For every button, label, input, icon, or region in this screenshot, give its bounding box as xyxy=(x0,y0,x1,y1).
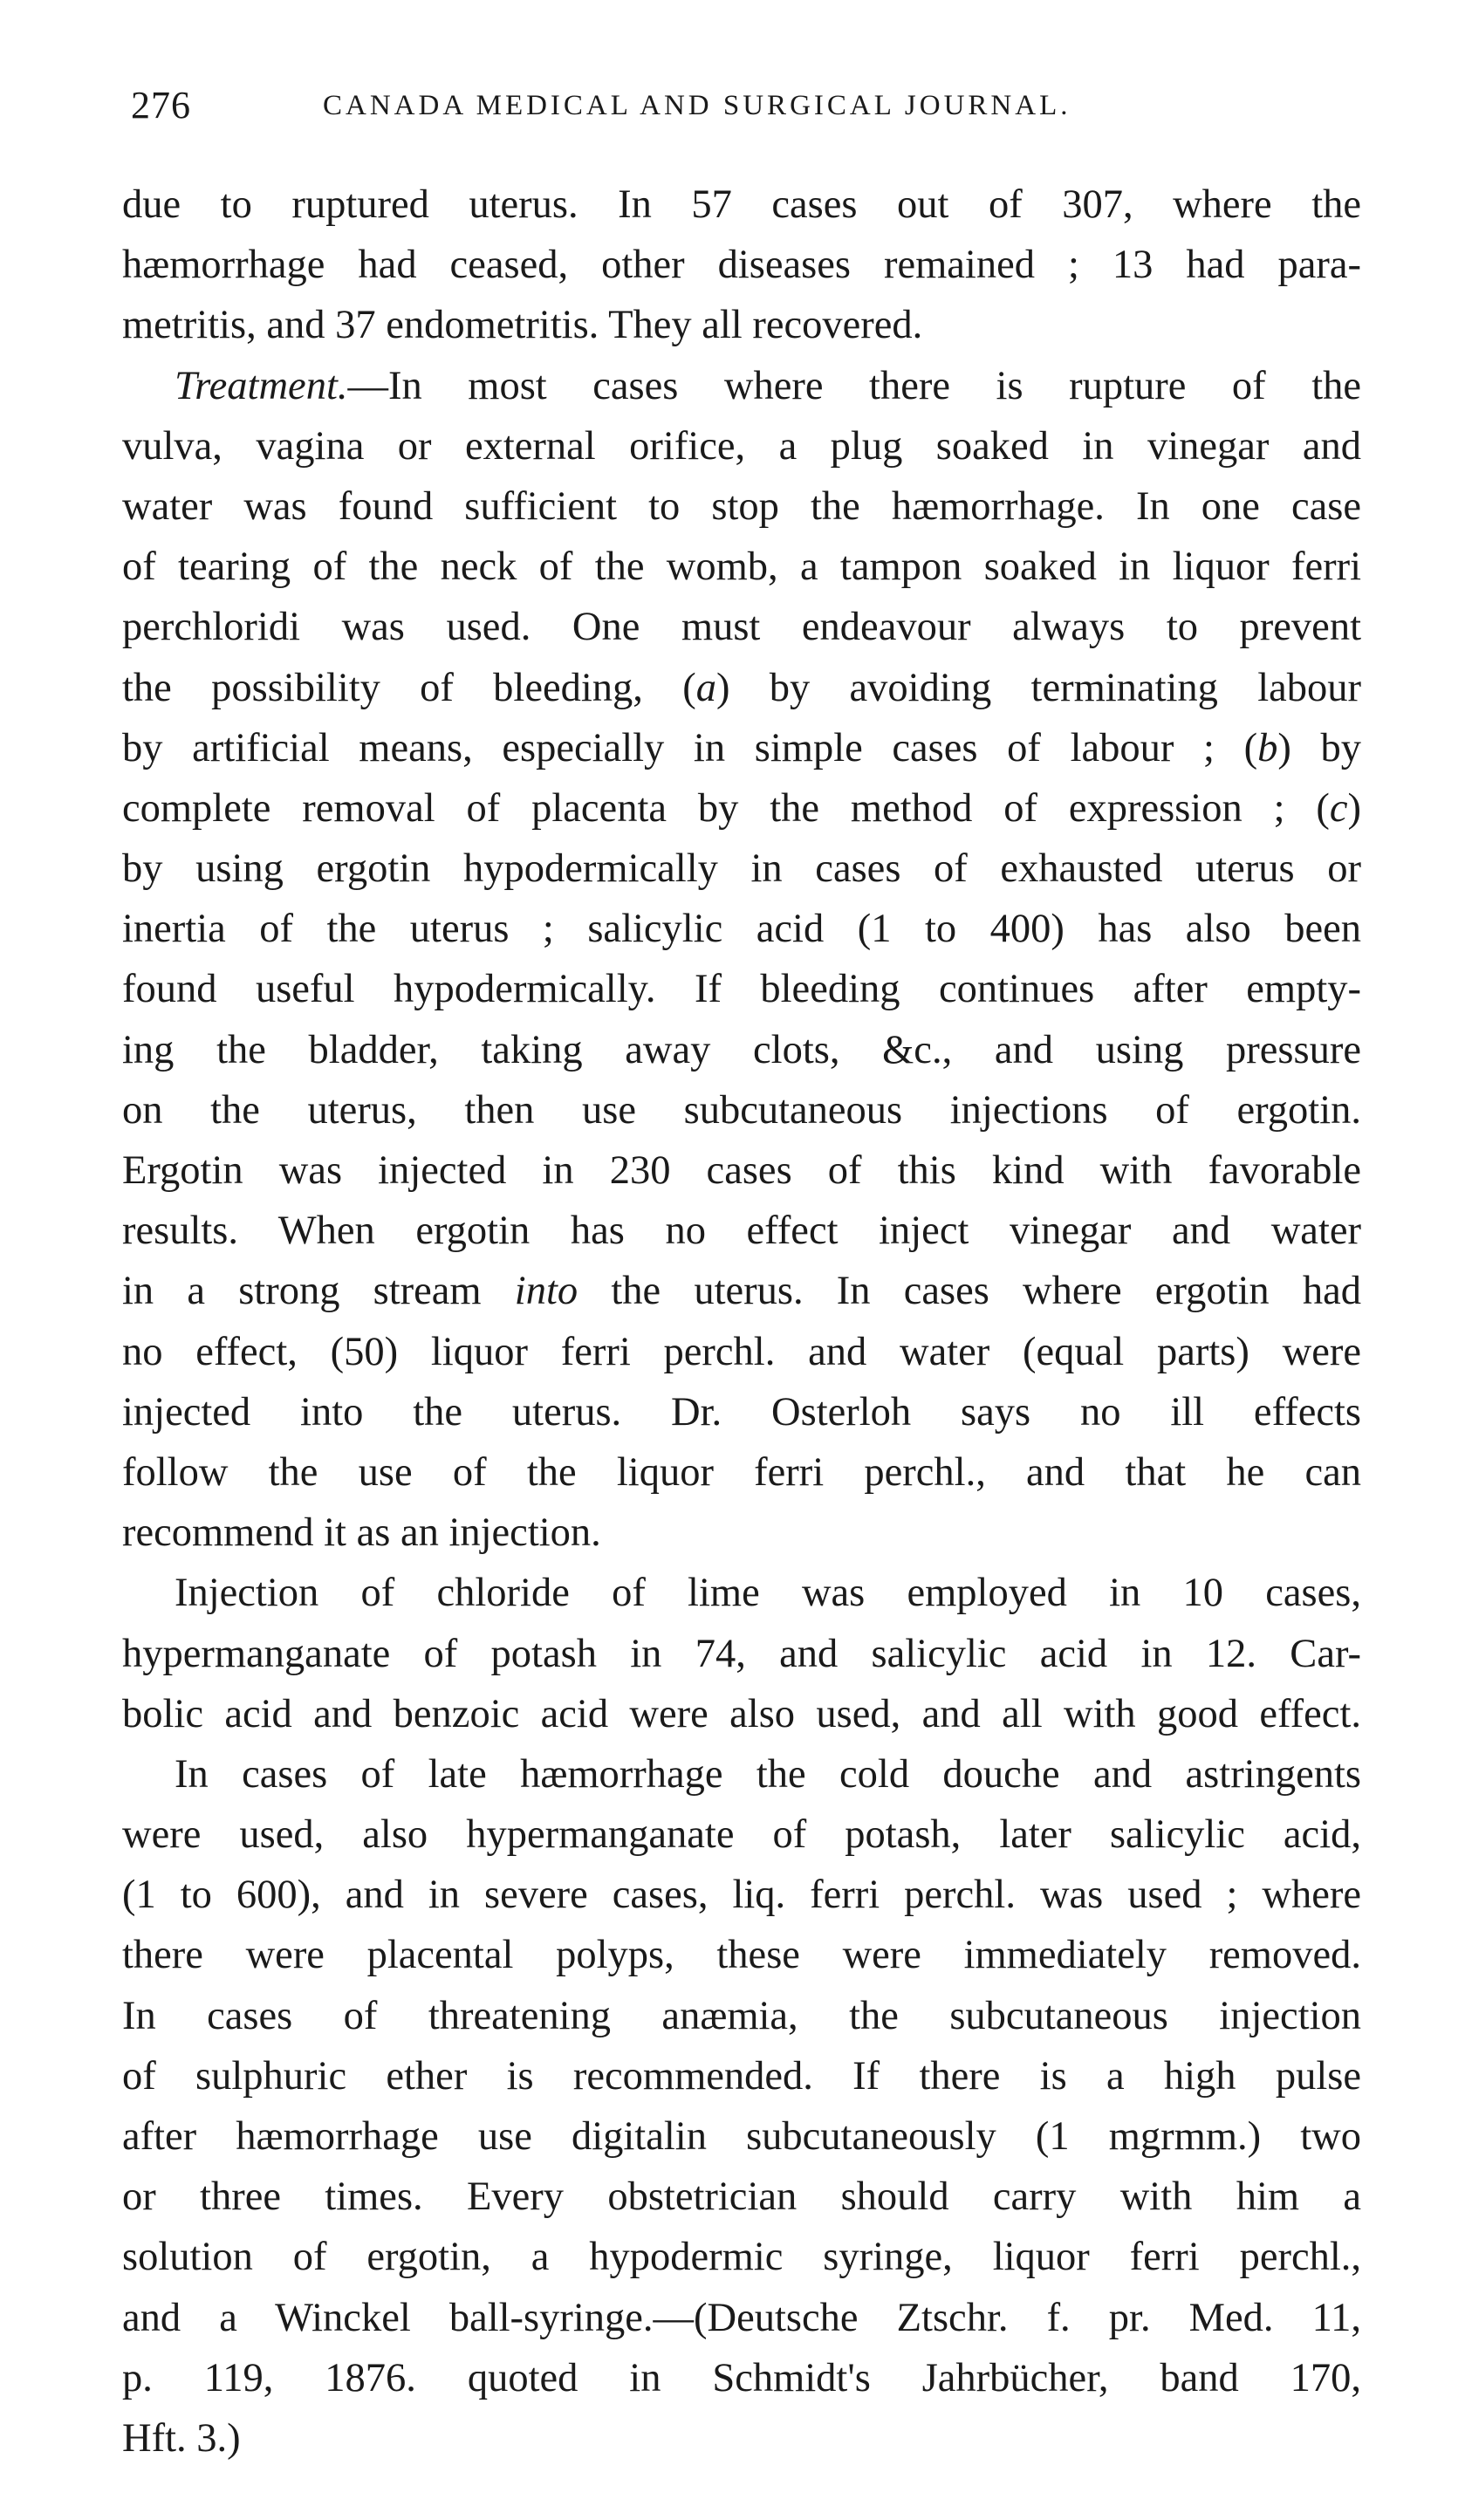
text-line: Injection of chloride of lime was employed in 10 cases, xyxy=(175,1571,1361,1616)
text-line: Ergotin was injected in 230 cases of this kind with favorable xyxy=(122,1148,1361,1193)
text-line: results. When ergotin has no effect inject vinegar and water xyxy=(122,1209,1361,1254)
text-line: in a strong stream into the uterus. In cases where ergotin had xyxy=(122,1269,1362,1314)
text-line: solution of ergotin, a hypodermic syringe, liquor ferri perchl., xyxy=(122,2235,1361,2280)
text-line: Hft. 3.) xyxy=(122,2415,241,2461)
text-line: on the uterus, then use subcutaneous injections of ergotin. xyxy=(122,1087,1361,1133)
page-number: 276 xyxy=(131,84,191,127)
text-line: metritis, and 37 endometritis. They all recovered. xyxy=(122,303,923,348)
running-head: CANADA MEDICAL AND SURGICAL JOURNAL. xyxy=(323,90,1071,121)
text-line: of sulphuric ether is recommended. If there is a high pulse xyxy=(122,2053,1361,2099)
text-line: by artificial means, especially in simple cases of labour ; (b) by xyxy=(122,725,1361,770)
text-line: injected into the uterus. Dr. Osterloh says no ill effects xyxy=(122,1389,1361,1435)
text-line: ing the bladder, taking away clots, &c., and using pressure xyxy=(122,1027,1361,1072)
text-line: or three times. Every obstetrician should carry with him a xyxy=(122,2174,1361,2220)
text-line: of tearing of the neck of the womb, a tampon soaked in liquor ferri xyxy=(122,544,1361,590)
text-line: In cases of late hæmorrhage the cold douche and astringents xyxy=(175,1751,1361,1797)
text-line: (1 to 600), and in severe cases, liq. ferri perchl. was used ; where xyxy=(122,1873,1361,1918)
italic-word: into xyxy=(514,1269,578,1314)
text-line: vulva, vagina or external orifice, a plug soaked in vinegar and xyxy=(122,423,1361,469)
text-line: and a Winckel ball-syringe.—(Deutsche Ztschr. f. pr. Med. 11, xyxy=(122,2295,1361,2340)
text-line: were used, also hypermanganate of potash, later salicylic acid, xyxy=(122,1812,1361,1858)
italic-word: a xyxy=(695,665,716,710)
text-line: Treatment.—In most cases where there is rupture of the xyxy=(175,363,1361,408)
text-line: due to ruptured uterus. In 57 cases out of 307, where the xyxy=(122,182,1361,227)
italic-word: c xyxy=(1329,785,1348,831)
text-line: bolic acid and benzoic acid were also used, and all with good effect. xyxy=(122,1691,1361,1736)
text-line: hypermanganate of potash in 74, and salicylic acid in 12. Car- xyxy=(122,1631,1361,1676)
italic-word: Treatment. xyxy=(175,363,348,408)
text-line: found useful hypodermically. If bleeding continues after empty- xyxy=(122,967,1361,1012)
text-line: perchloridi was used. One must endeavour always to prevent xyxy=(122,605,1361,650)
text-line: recommend it as an injection. xyxy=(122,1510,601,1556)
page-header xyxy=(131,83,1352,135)
text-line: after hæmorrhage use digitalin subcutaneously (1 mgrmm.) two xyxy=(122,2114,1361,2159)
text-line: In cases of threatening anæmia, the subcutaneous injection xyxy=(122,1993,1361,2038)
italic-word: b xyxy=(1257,725,1278,770)
text-line: there were placental polyps, these were immediately removed. xyxy=(122,1933,1361,1978)
text-line: complete removal of placenta by the method of expression ; (c) xyxy=(122,785,1361,831)
text-line: p. 119, 1876. quoted in Schmidt's Jahrbücher, band 170, xyxy=(122,2355,1361,2400)
text-line: the possibility of bleeding, (a) by avoiding terminating labour xyxy=(122,665,1361,710)
text-line: inertia of the uterus ; salicylic acid (1 to 400) has also been xyxy=(122,907,1361,952)
text-line: no effect, (50) liquor ferri perchl. and water (equal parts) were xyxy=(122,1329,1361,1374)
text-line: by using ergotin hypodermically in cases of exhausted uterus or xyxy=(122,846,1361,892)
article-body xyxy=(122,175,1361,2469)
text-line: hæmorrhage had ceased, other diseases remained ; 13 had para- xyxy=(122,243,1361,288)
text-line: water was found sufficient to stop the hæmorrhage. In one case xyxy=(122,483,1361,529)
text-line: follow the use of the liquor ferri perchl., and that he can xyxy=(122,1449,1361,1495)
